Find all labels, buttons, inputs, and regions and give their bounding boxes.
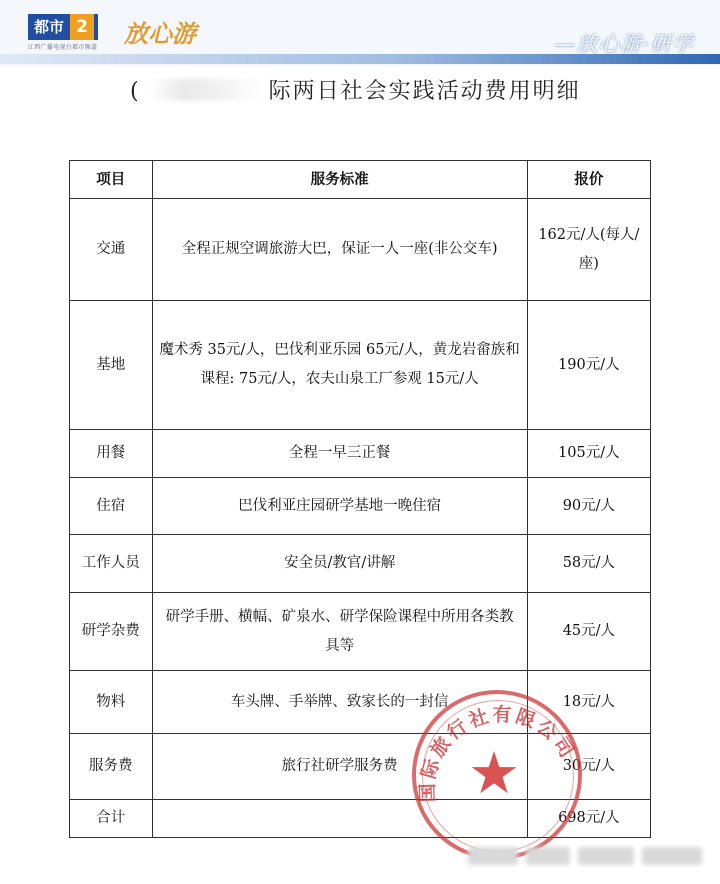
price-cell: 162元/人(每人/座) bbox=[527, 199, 650, 301]
column-header: 项目 bbox=[70, 161, 153, 199]
table-row bbox=[70, 478, 651, 535]
brand-logo bbox=[124, 14, 196, 49]
standard-cell: 旅行社研学服务费 bbox=[152, 734, 527, 800]
price-cell: 698元/人 bbox=[527, 800, 650, 838]
price-cell: 90元/人 bbox=[527, 478, 650, 535]
item-cell: 基地 bbox=[70, 301, 153, 430]
price-cell: 105元/人 bbox=[527, 430, 650, 478]
standard-cell: 研学手册、横幅、矿泉水、研学保险课程中所用各类教具等 bbox=[152, 593, 527, 671]
slogan: —放心游·研学 bbox=[554, 32, 694, 56]
standard-cell bbox=[152, 800, 527, 838]
standard-cell: 安全员/教官/讲解 bbox=[152, 535, 527, 593]
price-cell: 58元/人 bbox=[527, 535, 650, 593]
fee-table bbox=[69, 160, 651, 838]
table-header-row bbox=[70, 161, 651, 199]
dushi-logo: 都市 bbox=[28, 14, 98, 40]
price-cell: 30元/人 bbox=[527, 734, 650, 800]
price-cell: 18元/人 bbox=[527, 671, 650, 734]
dushi-logo-subtitle: 江西广播电视台都市频道 bbox=[28, 44, 98, 51]
item-cell: 合计 bbox=[70, 800, 153, 838]
table-row bbox=[70, 301, 651, 430]
page-title bbox=[130, 74, 581, 105]
table-row bbox=[70, 593, 651, 671]
price-cell: 190元/人 bbox=[527, 301, 650, 430]
item-cell: 研学杂费 bbox=[70, 593, 153, 671]
title-prefix: ( bbox=[130, 79, 141, 104]
table-row bbox=[70, 671, 651, 734]
item-cell: 用餐 bbox=[70, 430, 153, 478]
standard-cell: 全程一早三正餐 bbox=[152, 430, 527, 478]
column-header: 报价 bbox=[527, 161, 650, 199]
standard-cell: 魔术秀 35元/人，巴伐利亚乐园 65元/人，黄龙岩畲族和课程: 75元/人，农夫山泉工厂参观 15元/人 bbox=[152, 301, 527, 430]
standard-cell: 全程正规空调旅游大巴，保证一人一座(非公交车) bbox=[152, 199, 527, 301]
table-row bbox=[70, 535, 651, 593]
redacted-text bbox=[150, 79, 260, 101]
table-row bbox=[70, 734, 651, 800]
standard-cell: 巴伐利亚庄园研学基地一晚住宿 bbox=[152, 478, 527, 535]
standard-cell: 车头牌、手举牌、致家长的一封信 bbox=[152, 671, 527, 734]
price-cell: 45元/人 bbox=[527, 593, 650, 671]
item-cell: 服务费 bbox=[70, 734, 153, 800]
table-row bbox=[70, 430, 651, 478]
title-text: 际两日社会实践活动费用明细 bbox=[268, 79, 581, 104]
header-banner bbox=[0, 0, 720, 66]
watermark-blur bbox=[468, 843, 708, 869]
item-cell: 交通 bbox=[70, 199, 153, 301]
item-cell: 物料 bbox=[70, 671, 153, 734]
star-icon: ★ bbox=[468, 739, 520, 807]
table-row bbox=[70, 199, 651, 301]
item-cell: 住宿 bbox=[70, 478, 153, 535]
brand-logo-text: 放心游 bbox=[124, 20, 196, 48]
item-cell: 工作人员 bbox=[70, 535, 153, 593]
column-header: 服务标准 bbox=[152, 161, 527, 199]
dushi-logo-number: 2 bbox=[70, 14, 94, 40]
table-row-total bbox=[70, 800, 651, 838]
seal-text: 国际旅行社有限公司 bbox=[416, 703, 580, 803]
